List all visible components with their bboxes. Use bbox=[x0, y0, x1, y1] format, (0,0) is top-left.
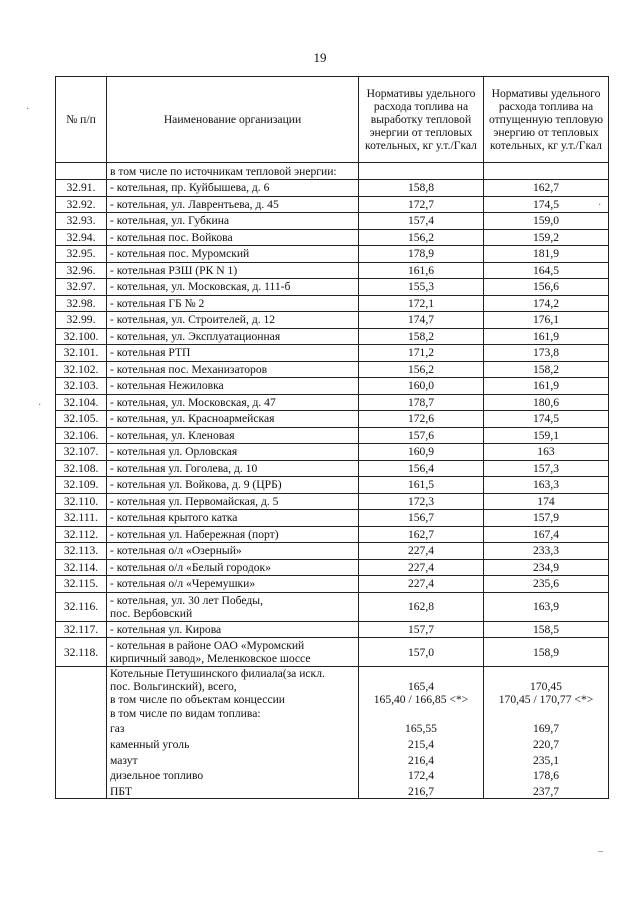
row-value-supplied: 159,2 bbox=[484, 229, 609, 246]
fuel-name: дизельное топливо bbox=[110, 769, 204, 783]
row-name: - котельная, ул. Московская, д. 47 bbox=[107, 394, 359, 411]
row-value-supplied: 234,9 bbox=[484, 559, 609, 576]
row-value-production: 157,6 bbox=[359, 427, 484, 444]
row-value-supplied: 159,1 bbox=[484, 427, 609, 444]
row-number: 32.94. bbox=[56, 229, 107, 246]
row-value-production: 162,7 bbox=[359, 526, 484, 543]
table-row bbox=[56, 621, 609, 638]
row-value-supplied: 163,9 bbox=[484, 592, 609, 621]
row-value-production: 227,4 bbox=[359, 576, 484, 593]
table-row bbox=[56, 213, 609, 230]
row-value-production: 157,0 bbox=[359, 638, 484, 667]
table-row bbox=[56, 526, 609, 543]
row-value-production: 158,2 bbox=[359, 328, 484, 345]
summary-concession: 165,40 / 166,85 <*> bbox=[373, 693, 469, 707]
header-col2: Нормативы удельного расхода топлива на отпущенную тепловую энергию от тепловых котельных, кг у.т./Гкал bbox=[484, 77, 609, 163]
row-value-supplied: 167,4 bbox=[484, 526, 609, 543]
row-number: 32.91. bbox=[56, 180, 107, 197]
row-name: - котельная ул. Гоголева, д. 10 bbox=[107, 460, 359, 477]
row-name: - котельная, ул. Строителей, д. 12 bbox=[107, 312, 359, 329]
table-row bbox=[56, 638, 609, 667]
row-number: 32.92. bbox=[56, 196, 107, 213]
table-row bbox=[56, 411, 609, 428]
row-number: 32.116. bbox=[56, 592, 107, 621]
summary-name-line: в том числе по объектам концессии bbox=[110, 693, 286, 707]
summary-row bbox=[56, 667, 609, 799]
margin-mark: · bbox=[598, 200, 602, 211]
table-row bbox=[56, 592, 609, 621]
row-value-production: 227,4 bbox=[359, 559, 484, 576]
fuel-value: 216,4 bbox=[407, 753, 435, 767]
row-value-production: 157,4 bbox=[359, 213, 484, 230]
row-value-production: 172,1 bbox=[359, 295, 484, 312]
row-name: - котельная ул. Набережная (порт) bbox=[107, 526, 359, 543]
row-name-line: - котельная в районе ОАО «Муромский bbox=[110, 639, 305, 652]
table-row bbox=[56, 345, 609, 362]
margin-mark: · bbox=[26, 104, 30, 115]
row-name: - котельная о/л «Озерный» bbox=[107, 543, 359, 560]
row-name: - котельная, ул. Кленовая bbox=[107, 427, 359, 444]
fuel-value: 165,55 bbox=[405, 722, 437, 736]
row-number: 32.96. bbox=[56, 262, 107, 279]
row-value-supplied: 235,6 bbox=[484, 576, 609, 593]
row-number: 32.117. bbox=[56, 621, 107, 638]
table-row bbox=[56, 361, 609, 378]
row-number: 32.115. bbox=[56, 576, 107, 593]
fuel-name: газ bbox=[110, 722, 125, 736]
row-name: - котельная, ул. Лаврентьева, д. 45 bbox=[107, 196, 359, 213]
row-name: - котельная, пр. Куйбышева, д. 6 bbox=[107, 180, 359, 197]
summary-num bbox=[56, 667, 107, 799]
row-number: 32.114. bbox=[56, 559, 107, 576]
table-row bbox=[56, 328, 609, 345]
row-number: 32.109. bbox=[56, 477, 107, 494]
spacer bbox=[487, 707, 605, 720]
row-value-supplied: 174,5 bbox=[484, 411, 609, 428]
row-value-production: 172,3 bbox=[359, 493, 484, 510]
row-number: 32.112. bbox=[56, 526, 107, 543]
row-number: 32.103. bbox=[56, 378, 107, 395]
table-row bbox=[56, 262, 609, 279]
row-value-supplied: 176,1 bbox=[484, 312, 609, 329]
row-number: 32.118. bbox=[56, 638, 107, 667]
table-row bbox=[56, 229, 609, 246]
row-value-supplied: 158,9 bbox=[484, 638, 609, 667]
summary-name bbox=[107, 667, 359, 799]
page-number: 19 bbox=[313, 50, 327, 65]
row-number: 32.107. bbox=[56, 444, 107, 461]
row-number: 32.93. bbox=[56, 213, 107, 230]
row-value-production: 156,2 bbox=[359, 229, 484, 246]
fuel-value: 169,7 bbox=[532, 722, 560, 736]
row-number: 32.99. bbox=[56, 312, 107, 329]
row-name: - котельная ул. Орловская bbox=[107, 444, 359, 461]
row-value-supplied: 174,2 bbox=[484, 295, 609, 312]
row-name: - котельная пос. Механизаторов bbox=[107, 361, 359, 378]
table-row bbox=[56, 477, 609, 494]
row-number: 32.106. bbox=[56, 427, 107, 444]
row-value-supplied: 163 bbox=[484, 444, 609, 461]
subheader-row bbox=[56, 163, 609, 180]
row-number: 32.111. bbox=[56, 510, 107, 527]
fuel-name: мазут bbox=[110, 753, 138, 767]
row-value-production: 178,9 bbox=[359, 246, 484, 263]
row-name bbox=[107, 592, 359, 621]
row-name: - котельная ул. Первомайская, д. 5 bbox=[107, 493, 359, 510]
row-value-supplied: 181,9 bbox=[484, 246, 609, 263]
row-value-production: 172,6 bbox=[359, 411, 484, 428]
fuel-value: 172,4 bbox=[407, 769, 435, 783]
table-row bbox=[56, 378, 609, 395]
row-value-production: 157,7 bbox=[359, 621, 484, 638]
row-value-production: 155,3 bbox=[359, 279, 484, 296]
table-row bbox=[56, 196, 609, 213]
row-value-supplied: 158,2 bbox=[484, 361, 609, 378]
row-value-supplied: 174,5 bbox=[484, 196, 609, 213]
row-value-production: 178,7 bbox=[359, 394, 484, 411]
table-row bbox=[56, 493, 609, 510]
row-name: - котельная, ул. Губкина bbox=[107, 213, 359, 230]
row-value-production: 227,4 bbox=[359, 543, 484, 560]
row-value-supplied: 180,6 bbox=[484, 394, 609, 411]
table-header bbox=[56, 77, 609, 163]
fuel-value: 178,6 bbox=[532, 769, 560, 783]
row-name: - котельная пос. Муромский bbox=[107, 246, 359, 263]
row-number: 32.97. bbox=[56, 279, 107, 296]
row-value-production: 156,7 bbox=[359, 510, 484, 527]
fuel-name: ПБТ bbox=[110, 785, 132, 798]
row-number: 32.105. bbox=[56, 411, 107, 428]
row-number: 32.110. bbox=[56, 493, 107, 510]
row-name-line: пос. Вербовский bbox=[110, 606, 193, 620]
row-name: - котельная ГБ № 2 bbox=[107, 295, 359, 312]
row-name: - котельная, ул. Красноармейская bbox=[107, 411, 359, 428]
row-value-production: 160,0 bbox=[359, 378, 484, 395]
row-name-line: - котельная, ул. 30 лет Победы, bbox=[110, 593, 263, 607]
row-name: - котельная о/л «Белый городок» bbox=[107, 559, 359, 576]
fuel-value: 220,7 bbox=[532, 737, 560, 751]
row-name: - котельная РТП bbox=[107, 345, 359, 362]
row-value-supplied: 156,6 bbox=[484, 279, 609, 296]
row-value-supplied: 158,5 bbox=[484, 621, 609, 638]
row-value-supplied: 157,3 bbox=[484, 460, 609, 477]
row-value-production: 156,4 bbox=[359, 460, 484, 477]
table-row bbox=[56, 279, 609, 296]
summary-total: 170,45 bbox=[530, 680, 562, 694]
row-name: - котельная ул. Кирова bbox=[107, 621, 359, 638]
row-number: 32.113. bbox=[56, 543, 107, 560]
row-value-production: 156,2 bbox=[359, 361, 484, 378]
table-row bbox=[56, 460, 609, 477]
table-row bbox=[56, 510, 609, 527]
summary-name-line: Котельные Петушинского филиала(за искл. bbox=[110, 667, 325, 680]
row-number: 32.108. bbox=[56, 460, 107, 477]
fuel-value: 237,7 bbox=[532, 785, 560, 798]
table-row bbox=[56, 427, 609, 444]
row-value-production: 172,7 bbox=[359, 196, 484, 213]
fuel-value: 215,4 bbox=[407, 737, 435, 751]
table-row bbox=[56, 394, 609, 411]
summary-name-line: в том числе по видам топлива: bbox=[110, 706, 261, 720]
row-value-supplied: 173,8 bbox=[484, 345, 609, 362]
table-row bbox=[56, 180, 609, 197]
fuel-value: 235,1 bbox=[532, 753, 560, 767]
row-number: 32.104. bbox=[56, 394, 107, 411]
row-name: - котельная, ул. Московская, д. 111-б bbox=[107, 279, 359, 296]
table-row bbox=[56, 295, 609, 312]
row-name: - котельная Нежиловка bbox=[107, 378, 359, 395]
spacer bbox=[362, 707, 480, 720]
summary-values-production bbox=[359, 667, 484, 799]
row-name: - котельная крытого катка bbox=[107, 510, 359, 527]
fuel-name: каменный уголь bbox=[110, 737, 190, 751]
table-row bbox=[56, 246, 609, 263]
row-name: - котельная пос. Войкова bbox=[107, 229, 359, 246]
row-number: 32.95. bbox=[56, 246, 107, 263]
margin-mark: · bbox=[38, 400, 42, 411]
row-name bbox=[107, 638, 359, 667]
row-value-supplied: 164,5 bbox=[484, 262, 609, 279]
row-value-production: 161,5 bbox=[359, 477, 484, 494]
row-name-line: кирпичный завод», Меленковское шоссе bbox=[110, 652, 311, 665]
row-number: 32.102. bbox=[56, 361, 107, 378]
row-value-production: 162,8 bbox=[359, 592, 484, 621]
table-row bbox=[56, 543, 609, 560]
row-name: - котельная, ул. Эксплуатационная bbox=[107, 328, 359, 345]
row-value-supplied: 159,0 bbox=[484, 213, 609, 230]
margin-mark: – bbox=[598, 846, 603, 857]
row-value-production: 174,7 bbox=[359, 312, 484, 329]
row-value-supplied: 161,9 bbox=[484, 328, 609, 345]
row-value-supplied: 162,7 bbox=[484, 180, 609, 197]
row-value-supplied: 157,9 bbox=[484, 510, 609, 527]
summary-values-supplied bbox=[484, 667, 609, 799]
row-name: - котельная о/л «Черемушки» bbox=[107, 576, 359, 593]
summary-name-line: пос. Вольгинский), всего, bbox=[110, 680, 237, 694]
subheader-text: в том числе по источникам тепловой энергии: bbox=[107, 163, 359, 180]
table-row bbox=[56, 576, 609, 593]
row-value-supplied: 174 bbox=[484, 493, 609, 510]
table-row bbox=[56, 312, 609, 329]
summary-total: 165,4 bbox=[407, 680, 435, 694]
norms-table bbox=[55, 76, 609, 799]
row-value-supplied: 161,9 bbox=[484, 378, 609, 395]
row-value-production: 158,8 bbox=[359, 180, 484, 197]
row-number: 32.100. bbox=[56, 328, 107, 345]
summary-concession: 170,45 / 170,77 <*> bbox=[498, 693, 594, 707]
table-row bbox=[56, 559, 609, 576]
header-name: Наименование организации bbox=[107, 77, 359, 163]
header-num: № п/п bbox=[56, 77, 107, 163]
fuel-value: 216,7 bbox=[407, 785, 435, 798]
header-col1: Нормативы удельного расхода топлива на выработку тепловой энергии от тепловых котельных, кг у.т./Гкал bbox=[359, 77, 484, 163]
row-number: 32.98. bbox=[56, 295, 107, 312]
row-name: - котельная РЗШ (РК N 1) bbox=[107, 262, 359, 279]
spacer bbox=[362, 667, 480, 680]
spacer bbox=[487, 667, 605, 680]
row-value-supplied: 163,3 bbox=[484, 477, 609, 494]
row-value-production: 160,9 bbox=[359, 444, 484, 461]
row-value-production: 171,2 bbox=[359, 345, 484, 362]
row-number: 32.101. bbox=[56, 345, 107, 362]
row-name: - котельная ул. Войкова, д. 9 (ЦРБ) bbox=[107, 477, 359, 494]
table-row bbox=[56, 444, 609, 461]
row-value-production: 161,6 bbox=[359, 262, 484, 279]
row-value-supplied: 233,3 bbox=[484, 543, 609, 560]
